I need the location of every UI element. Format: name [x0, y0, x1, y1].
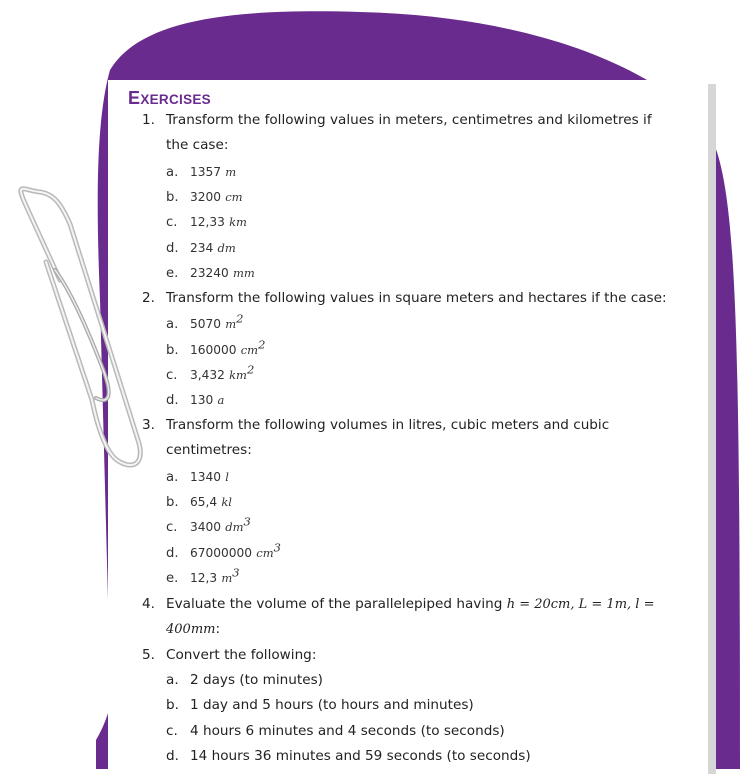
exercise-number: 1.: [142, 112, 155, 128]
item-value: 23240 mm: [190, 266, 255, 280]
item-value: 130 a: [190, 393, 225, 407]
item-value: 5070 $m^2$: [190, 311, 244, 331]
item-label: d.: [166, 393, 179, 408]
item-text: 2 days (to minutes): [190, 672, 323, 688]
item-label: a.: [166, 317, 179, 332]
item-text: 14 hours 36 minutes and 59 seconds (to seconds): [190, 748, 531, 764]
exercise-text: the case:: [166, 137, 229, 153]
item-label: c.: [166, 723, 178, 739]
item-label: a.: [166, 470, 179, 485]
item-text: 4 hours 6 minutes and 4 seconds (to seconds): [190, 723, 505, 739]
exercise-text: centimetres:: [166, 442, 252, 458]
exercise-text: 400mm:: [166, 621, 221, 637]
item-value: 12,33 km: [190, 215, 247, 229]
exercise-text: Convert the following:: [166, 647, 317, 663]
item-label: e.: [166, 266, 179, 281]
item-label: c.: [166, 368, 178, 383]
item-label: a.: [166, 165, 179, 180]
paper-shadow-edge: [708, 84, 716, 774]
exercise-number: 4.: [142, 596, 155, 612]
item-value: 65,4 kl: [190, 495, 232, 509]
exercise-number: 5.: [142, 647, 155, 663]
item-label: e.: [166, 571, 179, 586]
page-title: EXERCISES: [128, 88, 211, 108]
item-value: 3400 $dm^3$: [190, 514, 251, 534]
item-value: 67000000 $cm^3$: [190, 540, 281, 560]
item-label: a.: [166, 672, 179, 688]
exercise-text: Transform the following volumes in litres, cubic meters and cubic: [166, 417, 610, 433]
item-value: 160000 $cm^2$: [190, 337, 266, 357]
paperclip-icon: [0, 0, 180, 480]
item-label: c.: [166, 215, 178, 230]
item-label: b.: [166, 697, 179, 713]
item-text: 1 day and 5 hours (to hours and minutes): [190, 697, 474, 713]
exercise-text: Transform the following values in square meters and hectares if the case:: [166, 290, 667, 306]
exercise-text: Evaluate the volume of the parallelepiped having h = 20cm, L = 1m, l =: [166, 596, 655, 612]
item-value: 234 dm: [190, 241, 236, 255]
item-value: 3200 cm: [190, 190, 243, 204]
exercise-text: Transform the following values in meters, centimetres and kilometres if: [166, 112, 652, 128]
item-value: 12,3 $m^3$: [190, 565, 240, 585]
exercise-number: 3.: [142, 417, 155, 433]
item-label: d.: [166, 546, 179, 561]
item-label: b.: [166, 495, 179, 510]
item-label: d.: [166, 748, 179, 764]
item-label: c.: [166, 520, 178, 535]
item-label: b.: [166, 343, 179, 358]
item-label: d.: [166, 241, 179, 256]
item-value: 1340 l: [190, 470, 229, 484]
item-value: 3,432 $km^2$: [190, 362, 255, 382]
item-label: b.: [166, 190, 179, 205]
exercise-number: 2.: [142, 290, 155, 306]
item-value: 1357 m: [190, 165, 237, 179]
